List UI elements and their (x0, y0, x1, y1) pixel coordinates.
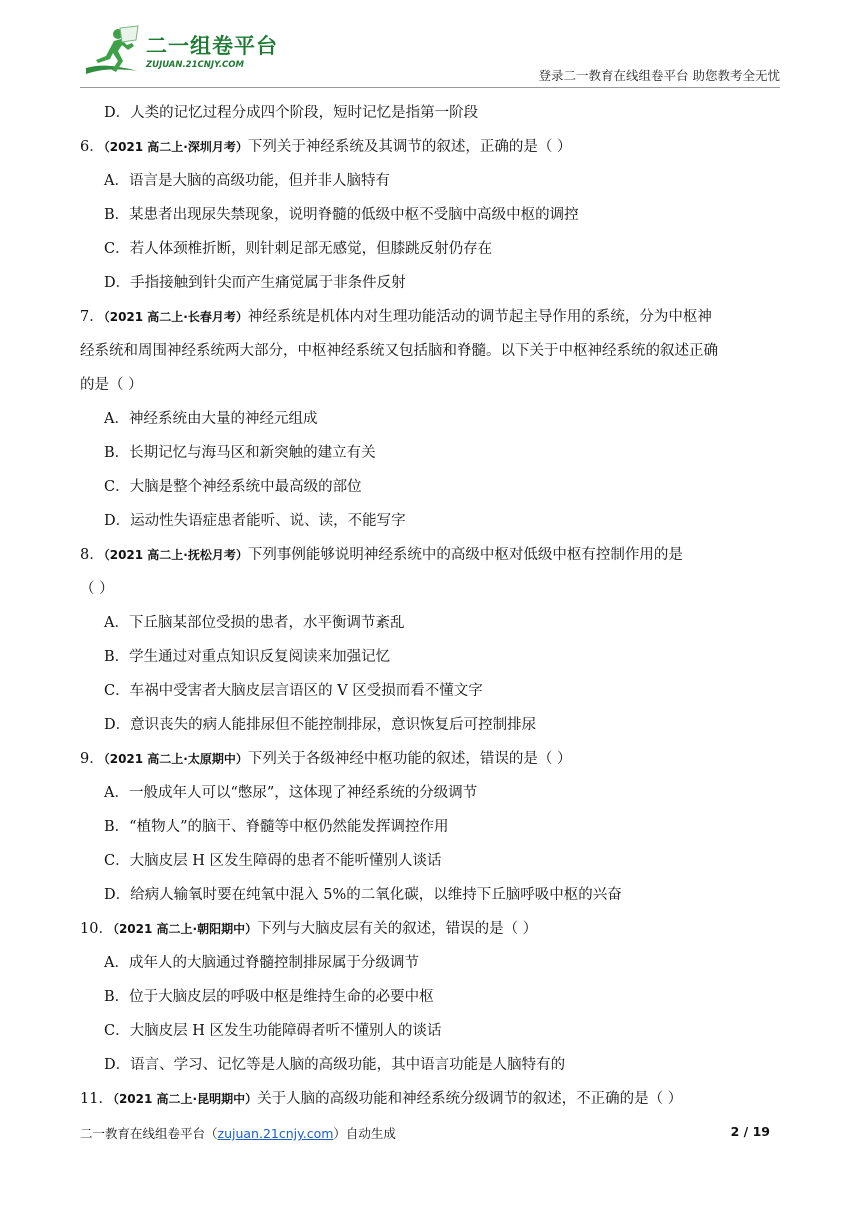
question-stem (80, 538, 780, 572)
question-stem-continued (80, 334, 780, 368)
answer-option (80, 980, 780, 1014)
answer-option (80, 1014, 780, 1048)
question-text: 下列事例能够说明神经系统中的高级中枢对低级中枢有控制作用的是 (247, 547, 683, 563)
question-text: （ ） (80, 581, 114, 597)
question-stem-continued (80, 572, 780, 606)
answer-option (80, 266, 780, 300)
question-number: 10． (80, 921, 113, 937)
option-text: A．一般成年人可以“憋尿”，这体现了神经系统的分级调节 (104, 785, 478, 801)
answer-option (80, 436, 780, 470)
answer-option (80, 708, 780, 742)
option-text: A．下丘脑某部位受损的患者，水平衡调节紊乱 (104, 615, 405, 631)
option-text: B．学生通过对重点知识反复阅读来加强记忆 (104, 649, 391, 665)
question-source: （2021 高二上·深圳月考） (103, 140, 248, 154)
question-source: （2021 高二上·太原期中） (103, 752, 248, 766)
page-footer (80, 1124, 780, 1148)
option-text: B．“植物人”的脑干、脊髓等中枢仍然能发挥调控作用 (104, 819, 449, 835)
option-text: D．语言、学习、记忆等是人脑的高级功能，其中语言功能是人脑特有的 (104, 1057, 566, 1073)
answer-option (80, 878, 780, 912)
question-number: 11． (80, 1091, 113, 1107)
answer-option (80, 776, 780, 810)
answer-option (80, 674, 780, 708)
question-text: 经系统和周围神经系统两大部分，中枢神经系统又包括脑和脊髓。以下关于中枢神经系统的叙述正确 (80, 343, 718, 359)
option-text: C．若人体颈椎折断，则针刺足部无感觉，但膝跳反射仍存在 (104, 241, 493, 257)
option-text: D．手指接触到针尖而产生痛觉属于非条件反射 (104, 275, 406, 291)
question-text: 关于人脑的高级功能和神经系统分级调节的叙述，不正确的是（ ） (257, 1091, 683, 1107)
page-number: 2 / 19 (730, 1124, 770, 1139)
option-text: C．大脑皮层 H 区发生功能障碍者听不懂别人的谈话 (104, 1023, 442, 1039)
question-text: 神经系统是机体内对生理功能活动的调节起主导作用的系统，分为中枢神 (247, 309, 712, 325)
header-divider (80, 87, 780, 88)
footer-prefix: 二一教育在线组卷平台（ (80, 1126, 218, 1141)
question-source: （2021 高二上·抚松月考） (103, 548, 248, 562)
question-content (80, 96, 780, 1116)
answer-option (80, 470, 780, 504)
option-text: A．语言是大脑的高级功能，但并非人脑特有 (104, 173, 390, 189)
option-text: C．车祸中受害者大脑皮层言语区的 V 区受损而看不懂文字 (104, 683, 483, 699)
option-text: D．给病人输氧时要在纯氧中混入 5%的二氧化碳，以维持下丘脑呼吸中枢的兴奋 (104, 887, 622, 903)
runner-logo-icon (80, 24, 144, 82)
answer-option (80, 1048, 780, 1082)
question-stem (80, 912, 780, 946)
answer-option (80, 402, 780, 436)
answer-option (80, 96, 780, 130)
answer-option (80, 198, 780, 232)
answer-option (80, 504, 780, 538)
question-number: 7． (80, 309, 104, 325)
option-text: B．某患者出现尿失禁现象，说明脊髓的低级中枢不受脑中高级中枢的调控 (104, 207, 579, 223)
logo-title: 二一组卷平台 (146, 34, 278, 58)
answer-option (80, 810, 780, 844)
question-number: 6． (80, 139, 104, 155)
option-text: C．大脑是整个神经系统中最高级的部位 (104, 479, 362, 495)
answer-option (80, 640, 780, 674)
header-slogan: 登录二一教育在线组卷平台 助您教考全无忧 (538, 68, 780, 83)
question-stem (80, 300, 780, 334)
option-text: A．成年人的大脑通过脊髓控制排尿属于分级调节 (104, 955, 419, 971)
option-text: A．神经系统由大量的神经元组成 (104, 411, 318, 427)
option-text: B．长期记忆与海马区和新突触的建立有关 (104, 445, 376, 461)
option-text: D．人类的记忆过程分成四个阶段，短时记忆是指第一阶段 (104, 105, 479, 121)
question-stem (80, 130, 780, 164)
question-source: （2021 高二上·昆明期中） (112, 1092, 258, 1106)
zujuan-logo[interactable] (80, 24, 280, 82)
option-text: D．意识丧失的病人能排尿但不能控制排尿，意识恢复后可控制排尿 (104, 717, 537, 733)
answer-option (80, 844, 780, 878)
option-text: D．运动性失语症患者能听、说、读，不能写字 (104, 513, 406, 529)
option-text: C．大脑皮层 H 区发生障碍的患者不能听懂别人谈话 (104, 853, 442, 869)
question-number: 9． (80, 751, 104, 767)
question-text: 的是（ ） (80, 377, 143, 393)
question-number: 8． (80, 547, 104, 563)
answer-option (80, 164, 780, 198)
footer-site-link[interactable]: zujuan.21cnjy.com (217, 1126, 334, 1141)
question-stem (80, 742, 780, 776)
question-stem-continued (80, 368, 780, 402)
footer-suffix: ）自动生成 (333, 1126, 396, 1141)
logo-subtitle: ZUJUAN.21CNJY.COM (146, 60, 244, 70)
answer-option (80, 606, 780, 640)
question-text: 下列关于各级神经中枢功能的叙述，错误的是（ ） (247, 751, 572, 767)
question-source: （2021 高二上·朝阳期中） (112, 922, 258, 936)
question-text: 下列与大脑皮层有关的叙述，错误的是（ ） (257, 921, 538, 937)
answer-option (80, 232, 780, 266)
option-text: B．位于大脑皮层的呼吸中枢是维持生命的必要中枢 (104, 989, 434, 1005)
page-header (80, 24, 780, 88)
question-source: （2021 高二上·长春月考） (103, 310, 248, 324)
question-stem (80, 1082, 780, 1116)
footer-credit (80, 1124, 396, 1142)
answer-option (80, 946, 780, 980)
question-text: 下列关于神经系统及其调节的叙述，正确的是（ ） (247, 139, 572, 155)
